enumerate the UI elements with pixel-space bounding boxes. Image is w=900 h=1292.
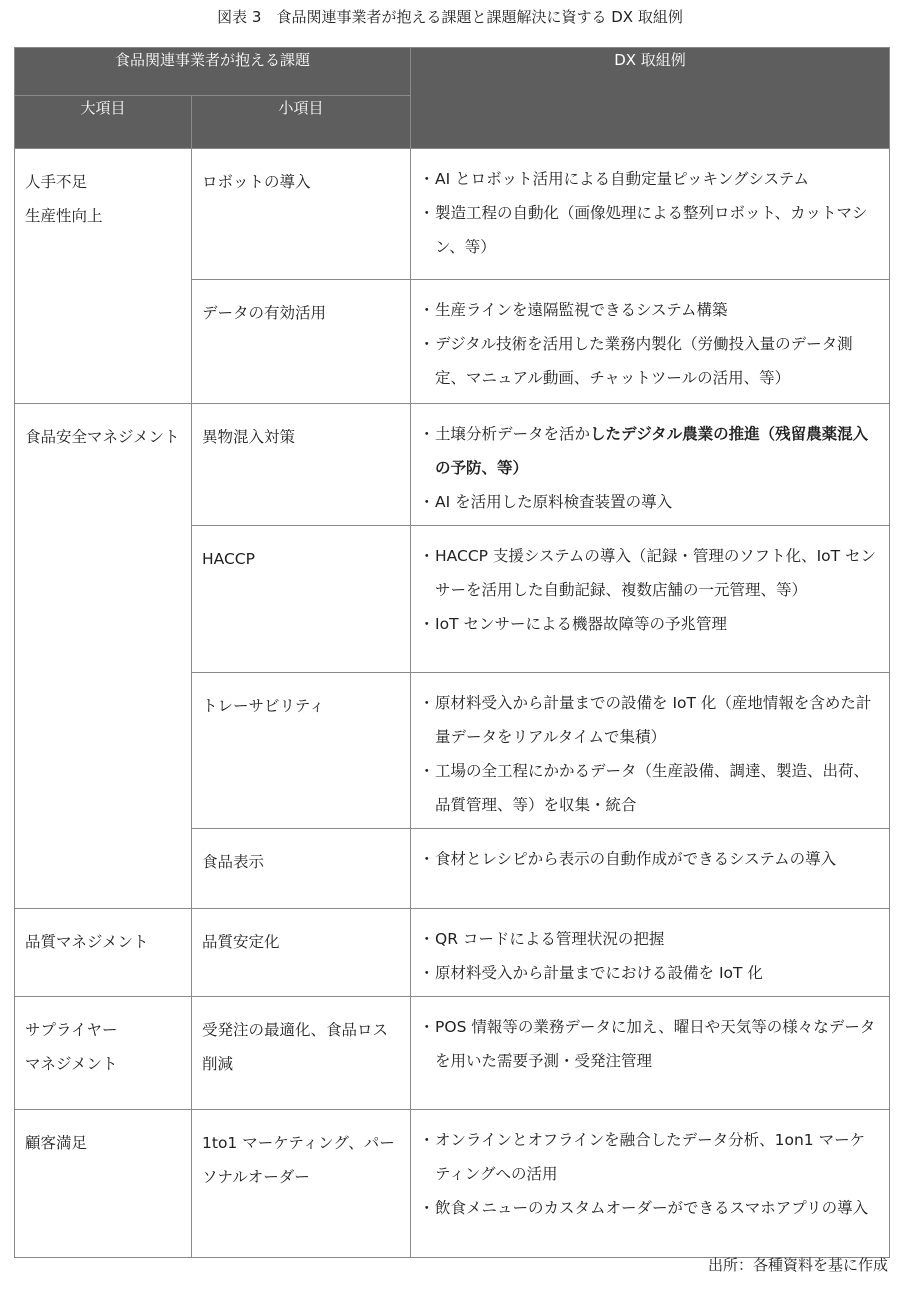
dx-example-text-normal: 土壌分析データを活か (435, 425, 591, 443)
header-major-category: 大項目 (15, 96, 192, 149)
dx-examples-cell (411, 280, 890, 404)
minor-category-cell: ロボットの導入 (192, 149, 411, 280)
bullet-mark: ・ (419, 493, 435, 511)
dx-example-item (419, 485, 879, 519)
minor-category-cell: 1to1 マーケティング、パーソナルオーダー (192, 1110, 411, 1258)
bullet-mark: ・ (419, 301, 435, 319)
bullet-mark: ・ (419, 850, 435, 868)
dx-example-item (419, 327, 879, 395)
bullet-mark: ・ (419, 425, 435, 443)
dx-example-text: 原材料受入から計量までの設備を IoT 化（産地情報を含めた計量データをリアルタイムで集積） (435, 694, 872, 746)
dx-example-text: QR コードによる管理状況の把握 (435, 930, 665, 948)
dx-examples-cell (411, 673, 890, 829)
figure-title: 図表 3 食品関連事業者が抱える課題と課題解決に資する DX 取組例 (217, 8, 683, 26)
bullet-mark: ・ (419, 335, 435, 353)
dx-examples-cell (411, 149, 890, 280)
bullet-mark: ・ (419, 1199, 435, 1217)
dx-example-text-bold: したデジタル農業の推進（残留農薬混入の予防、等） (435, 425, 869, 477)
dx-examples-cell (411, 997, 890, 1110)
dx-example-item (419, 293, 879, 327)
major-category-label: マネジメント (25, 1055, 118, 1073)
dx-example-text: オンラインとオフラインを融合したデータ分析、1on1 マーケティングへの活用 (435, 1131, 866, 1183)
major-category-cell (15, 909, 192, 997)
bullet-mark: ・ (419, 1131, 435, 1149)
major-category-label: 生産性向上 (25, 207, 103, 225)
bullet-mark: ・ (419, 615, 435, 633)
major-category-label: 顧客満足 (25, 1134, 88, 1152)
major-category-label: サプライヤー (25, 1021, 118, 1039)
dx-examples-cell (411, 1110, 890, 1258)
dx-examples-cell (411, 909, 890, 997)
major-category-cell (15, 1110, 192, 1258)
major-category-label: 品質マネジメント (25, 933, 149, 951)
dx-example-text: HACCP 支援システムの導入（記録・管理のソフト化、IoT センサーを活用した自動記録、複数店舗の一元管理、等） (435, 547, 877, 599)
dx-example-item (419, 922, 879, 956)
minor-category-cell: トレーサビリティ (192, 673, 411, 829)
dx-example-text: 生産ラインを遠隔監視できるシステム構築 (435, 301, 728, 319)
header-minor-category: 小項目 (192, 96, 411, 149)
bullet-mark: ・ (419, 204, 435, 222)
table-row (15, 997, 890, 1110)
bullet-mark: ・ (419, 964, 435, 982)
minor-category-cell: データの有効活用 (192, 280, 411, 404)
major-category-cell (15, 997, 192, 1110)
dx-example-text: 原材料受入から計量までにおける設備を IoT 化 (435, 964, 763, 982)
minor-category-cell: HACCP (192, 526, 411, 673)
dx-example-text: 飲食メニューのカスタムオーダーができるスマホアプリの導入 (435, 1199, 869, 1217)
bullet-mark: ・ (419, 547, 435, 565)
dx-examples-cell (411, 404, 890, 526)
dx-example-text: 食材とレシピから表示の自動作成ができるシステムの導入 (435, 850, 837, 868)
major-category-label: 人手不足 (25, 173, 88, 191)
dx-example-item (419, 686, 879, 754)
minor-category-cell: 異物混入対策 (192, 404, 411, 526)
table-header (15, 48, 890, 149)
dx-examples-cell (411, 829, 890, 909)
table-row (15, 1110, 890, 1258)
dx-example-text: 製造工程の自動化（画像処理による整列ロボット、カットマシン、等） (435, 204, 868, 256)
dx-example-item (419, 417, 879, 485)
dx-examples-cell (411, 526, 890, 673)
dx-example-item (419, 1010, 879, 1078)
dx-table (14, 47, 890, 1258)
bullet-mark: ・ (419, 1018, 435, 1036)
dx-example-item (419, 842, 879, 876)
minor-category-cell: 受発注の最適化、食品ロス削減 (192, 997, 411, 1110)
dx-example-text: デジタル技術を活用した業務内製化（労働投入量のデータ測定、マニュアル動画、チャットツールの活用、等） (435, 335, 853, 387)
major-category-label: 食品安全マネジメント (25, 428, 180, 446)
dx-example-text: POS 情報等の業務データに加え、曜日や天気等の様々なデータを用いた需要予測・受発注管理 (435, 1018, 876, 1070)
dx-example-text (435, 417, 879, 485)
minor-category-cell: 品質安定化 (192, 909, 411, 997)
bullet-mark: ・ (419, 694, 435, 712)
dx-example-item (419, 1123, 879, 1191)
table-row (15, 404, 890, 526)
major-category-cell (15, 149, 192, 404)
bullet-mark: ・ (419, 762, 435, 780)
dx-example-text: IoT センサーによる機器故障等の予兆管理 (435, 615, 727, 633)
table-body (15, 149, 890, 1258)
dx-example-item (419, 1191, 879, 1225)
major-category-cell (15, 404, 192, 909)
source-note: 出所：各種資料を基に作成 (707, 1256, 888, 1274)
dx-example-text: AI を活用した原料検査装置の導入 (435, 493, 673, 511)
dx-example-item (419, 162, 879, 196)
bullet-mark: ・ (419, 930, 435, 948)
header-group-challenges: 食品関連事業者が抱える課題 (15, 48, 411, 96)
dx-example-text: 工場の全工程にかかるデータ（生産設備、調達、製造、出荷、品質管理、等）を収集・統合 (435, 762, 870, 814)
header-dx-examples: DX 取組例 (411, 48, 890, 149)
dx-example-item (419, 607, 879, 641)
bullet-mark: ・ (419, 170, 435, 188)
dx-example-item (419, 956, 879, 990)
dx-example-item (419, 754, 879, 822)
dx-example-text: AI とロボット活用による自動定量ピッキングシステム (435, 170, 809, 188)
table-row (15, 149, 890, 280)
dx-example-item (419, 196, 879, 264)
table-row (15, 909, 890, 997)
minor-category-cell: 食品表示 (192, 829, 411, 909)
dx-example-item (419, 539, 879, 607)
